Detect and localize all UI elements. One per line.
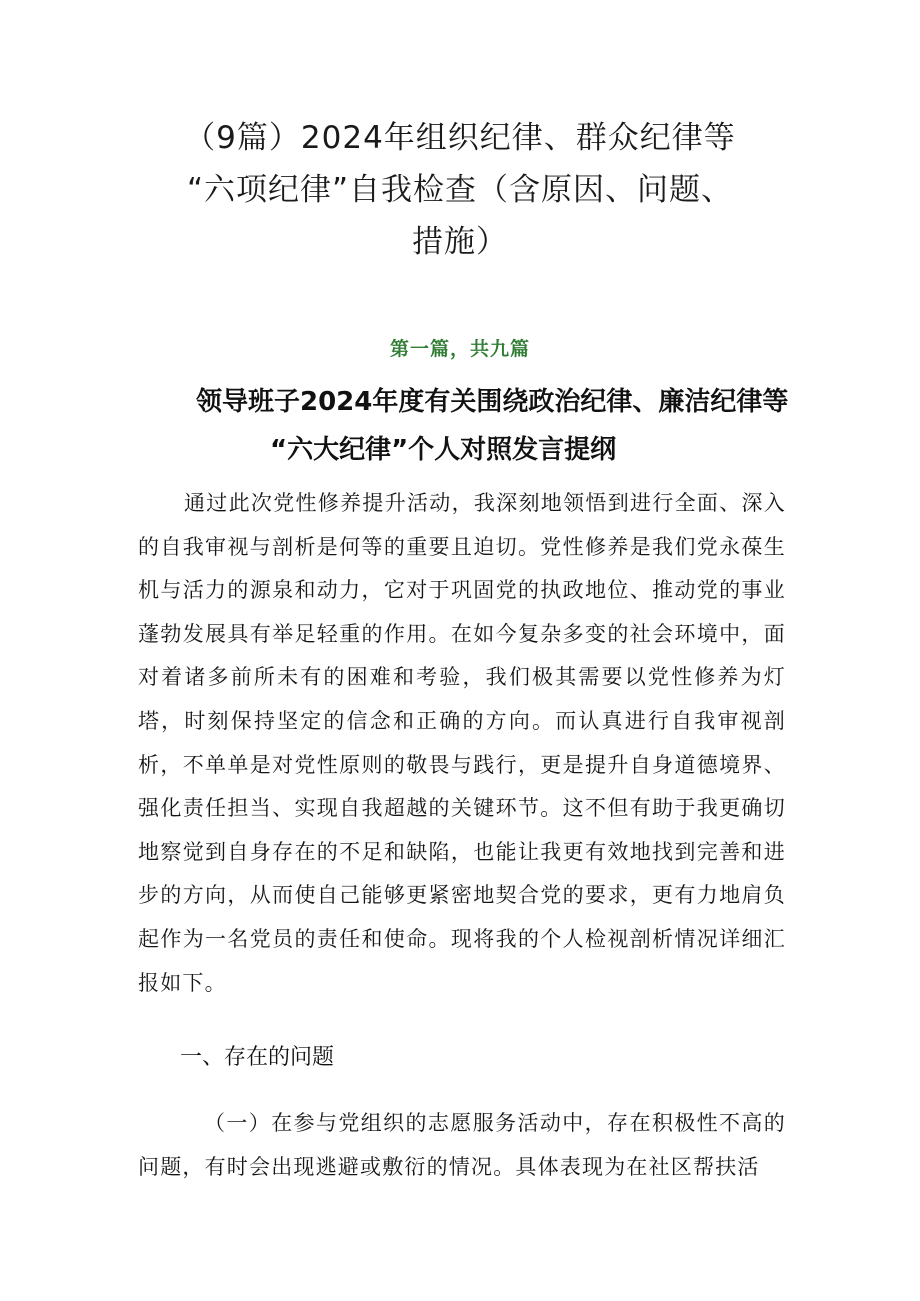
title-line-2: “六项纪律”自我检查（含原因、问题、 xyxy=(186,172,734,208)
paragraph-1: （一）在参与党组织的志愿服务活动中，存在积极性不高的问题，有时会出现逃避或敷衍的情况。具体表现为在社区帮扶活 xyxy=(138,1111,786,1179)
article-title-line-2: “六大纪律”个人对照发言提纲 xyxy=(270,435,617,465)
article-title-line-1: 领导班子2024年度有关围绕政治纪律、廉洁纪律等 xyxy=(196,387,789,417)
document-title xyxy=(90,112,830,268)
title-line-3: 措施） xyxy=(412,224,508,260)
title-line-1: （9篇）2024年组织纪律、群众纪律等 xyxy=(184,120,736,156)
part-label: 第一篇，共九篇 xyxy=(389,338,530,360)
article-title xyxy=(120,378,820,474)
intro-paragraph: 通过此次党性修养提升活动，我深刻地领悟到进行全面、深入的自我审视与剖析是何等的重要且迫切。党性修养是我们党永葆生机与活力的源泉和动力，它对于巩固党的执政地位、推动党的事业蓬勃发展具有举足轻重的作用。在如今复杂多变的社会环境中，面对着诸多前所未有的困难和考验，我们极其需要以党性修养为灯塔，时刻保持坚定的信念和正确的方向。而认真进行自我审视剖析，不单单是对党性原则的敬畏与践行，更是提升自身道德境界、强化责任担当、实现自我超越的关键环节。这不但有助于我更确切地察觉到自身存在的不足和缺陷，也能让我更有效地找到完善和进步的方向，从而使自己能够更紧密地契合党的要求，更有力地肩负起作为一名党员的责任和使命。现将我的个人检视剖析情况详细汇报如下。 xyxy=(138,491,786,995)
section-heading: 一、存在的问题 xyxy=(180,1045,335,1070)
